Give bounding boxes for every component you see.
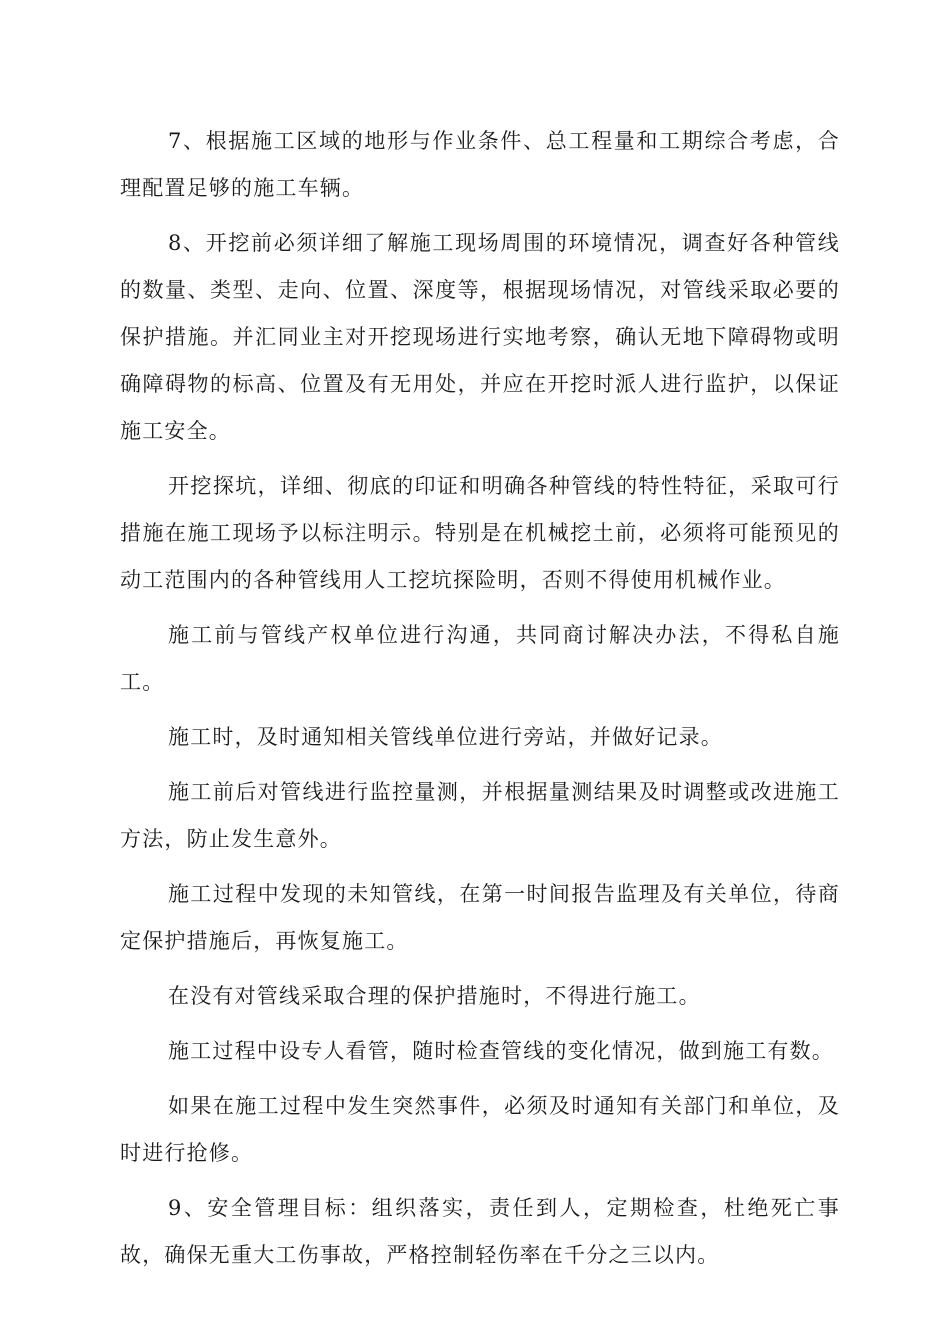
paragraph-supervision-notice: 施工时，及时通知相关管线单位进行旁站，并做好记录。	[168, 725, 723, 749]
document-body	[120, 118, 840, 1287]
paragraph-unknown-pipelines: 施工过程中发现的未知管线，在第一时间报告监理及有关单位，待商定保护措施后，再恢复施工。	[120, 882, 840, 953]
paragraph-9-safety-goals: 9、安全管理目标：组织落实，责任到人，定期检查，杜绝死亡事故，确保无重大工伤事故，严格控制轻伤率在千分之三以内。	[120, 1196, 840, 1267]
paragraph-7-vehicles: 7、根据施工区域的地形与作业条件、总工程量和工期综合考虑，合理配置足够的施工车辆。	[120, 129, 840, 200]
paragraph-dedicated-watch: 施工过程中设专人看管，随时检查管线的变化情况，做到施工有数。	[168, 1039, 834, 1063]
paragraph-owner-communication: 施工前与管线产权单位进行沟通，共同商讨解决办法，不得私自施工。	[120, 623, 840, 694]
paragraph-8-pipeline-survey: 8、开挖前必须详细了解施工现场周围的环境情况，调查好各种管线的数量、类型、走向、位置、深度等，根据现场情况，对管线采取必要的保护措施。并汇同业主对开挖现场进行实地考察，确认无地下障碍物或明确障碍物的标高、位置及有无用处，并应在开挖时派人进行监护，以保证施工安全。	[120, 231, 840, 443]
paragraph-test-pits: 开挖探坑，详细、彻底的印证和明确各种管线的特性特征，采取可行措施在施工现场予以标注明示。特别是在机械挖土前，必须将可能预见的动工范围内的各种管线用人工挖坑探险明，否则不得使用机械作业。	[120, 474, 840, 592]
paragraph-monitoring: 施工前后对管线进行监控量测，并根据量测结果及时调整或改进施工方法，防止发生意外。	[120, 780, 840, 851]
paragraph-no-protection-no-work: 在没有对管线采取合理的保护措施时，不得进行施工。	[168, 984, 701, 1008]
paragraph-emergency-repair: 如果在施工过程中发生突然事件，必须及时通知有关部门和单位，及时进行抢修。	[120, 1094, 840, 1165]
